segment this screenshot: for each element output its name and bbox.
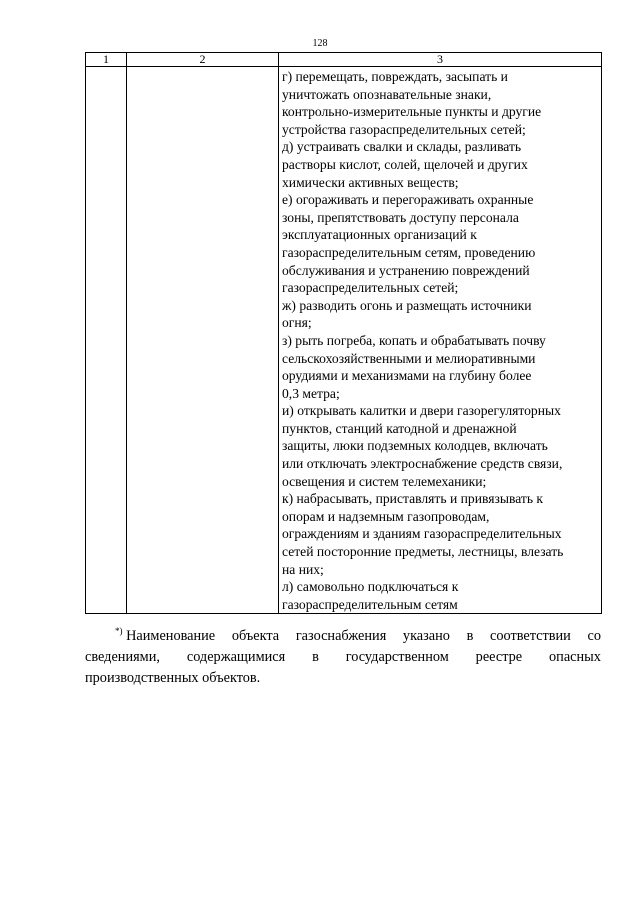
list-line: пунктов, станций катодной и дренажной [282,420,517,436]
footnote-word: соответствии [490,628,571,644]
list-line: обслуживания и устранению повреждений [282,262,530,278]
table-header-row [86,53,602,67]
footnote-word: сведениями, [85,649,160,665]
footnote [85,626,601,689]
footnote-word: в [466,628,474,644]
footnote-marker: *) [115,626,123,636]
list-line: газораспределительным сетям [282,596,458,612]
table-cell-col2 [127,67,279,614]
footnote-first-word [115,626,215,647]
footnote-word: объекта [231,628,280,644]
list-line: химически активных веществ; [282,174,459,190]
list-line: з) рыть погреба, копать и обрабатывать почву [282,332,546,348]
list-line: е) огораживать и перегораживать охранные [282,192,534,208]
list-line: д) устраивать свалки и склады, разливать [282,139,522,155]
footnote-line-3: производственных объектов. [85,670,261,686]
list-line: освещения и систем телемеханики; [282,473,487,489]
table-cell-col3 [279,67,602,614]
footnote-word: со [587,628,601,644]
footnote-line-2 [85,647,601,668]
list-line: или отключать электроснабжение средств связи, [282,456,563,472]
requirements-table [85,52,602,614]
list-line: ограждениям и зданиям газораспределительных [282,526,562,542]
footnote-word: государственном [345,649,449,665]
list-line: эксплуатационных организаций к [282,227,477,243]
list-line: зоны, препятствовать доступу персонала [282,209,519,225]
list-line: защиты, люки подземных колодцев, включать [282,438,548,454]
footnote-word: опасных [549,649,601,665]
restrictions-list [279,67,601,613]
list-line: 0,3 метра; [282,385,340,401]
footnote-word: в [312,649,319,665]
list-line: орудиями и механизмами на глубину более [282,368,532,384]
list-line: газораспределительных сетей; [282,280,459,296]
list-line: газораспределительным сетям, проведению [282,244,536,260]
column-header-1: 1 [86,53,127,67]
column-header-3: 3 [279,53,602,67]
list-line: опорам и надземным газопроводам, [282,508,490,524]
footnote-word: Наименование [122,628,216,644]
table-cell-col1 [86,67,127,614]
list-line: л) самовольно подключаться к [282,579,459,595]
footnote-word: реестре [475,649,523,665]
list-line: контрольно-измерительные пункты и другие [282,104,542,120]
list-line: уничтожать опознавательные знаки, [282,86,492,102]
footnote-word: указано [402,628,450,644]
page-number: 128 [312,38,328,49]
list-line: сетей посторонние предметы, лестницы, влезать [282,544,564,560]
list-line: сельскохозяйственными и мелиоративными [282,350,536,366]
footnote-word: газоснабжения [295,628,387,644]
list-line: ж) разводить огонь и размещать источники [282,297,532,313]
list-line: к) набрасывать, приставлять и привязывать к [282,491,544,507]
footnote-line-1 [85,626,601,647]
list-line: на них; [282,561,324,577]
list-line: огня; [282,315,312,331]
list-line: г) перемещать, повреждать, засыпать и [282,69,508,84]
list-line: и) открывать калитки и двери газорегуляторных [282,403,561,419]
column-header-2: 2 [127,53,279,67]
list-line: устройства газораспределительных сетей; [282,121,526,137]
footnote-word: содержащимися [186,649,286,665]
list-line: растворы кислот, солей, щелочей и других [282,156,528,172]
table-row [86,67,602,614]
